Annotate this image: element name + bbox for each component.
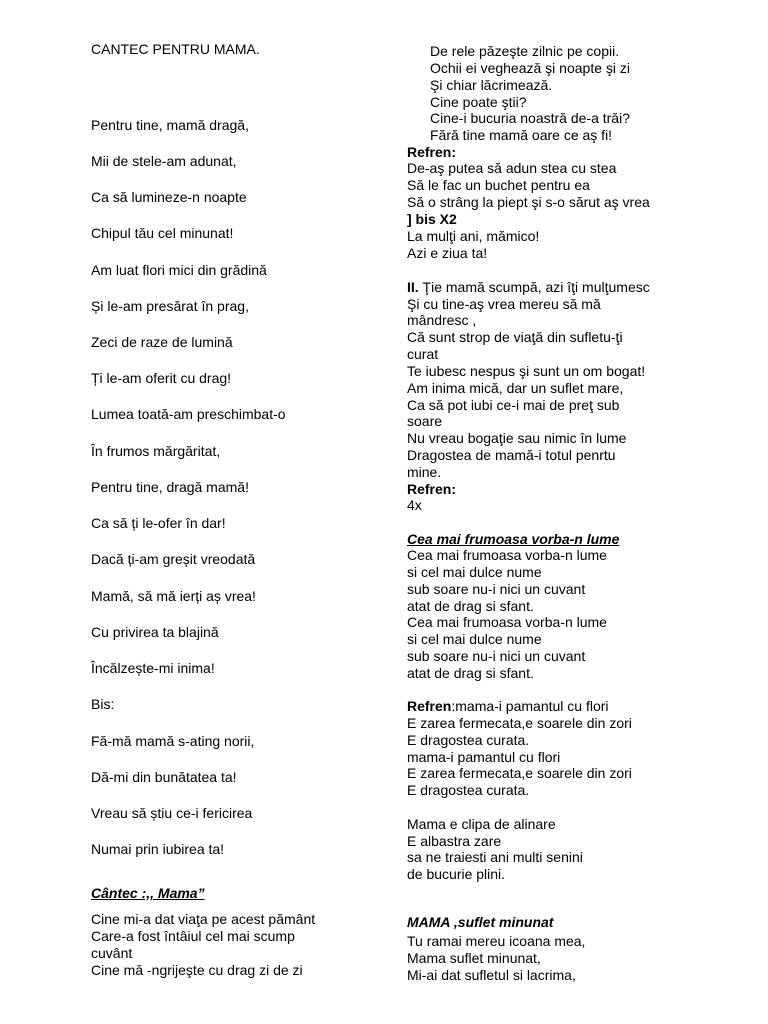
verse-line: Mama e clipa de alinare <box>407 816 556 832</box>
poem-line: Dacă ți-am greșit vreodată <box>91 551 256 567</box>
poem-line: Încălzește-mi inima! <box>91 660 215 676</box>
verse-line: Am inima mică, dar un suflet mare, <box>407 380 624 396</box>
verse-line: Ca să pot iubi ce-i mai de preţ sub <box>407 397 620 413</box>
poem-line: În frumos mărgăritat, <box>91 443 221 459</box>
refren-line: Să o strâng la piept şi s-o sărut aş vrea <box>407 194 650 210</box>
poem-title: CANTEC PENTRU MAMA. <box>91 41 260 57</box>
verse-line: Ţie mamă scumpă, azi îţi mulţumesc <box>418 279 650 295</box>
refren-line: Să le fac un buchet pentru ea <box>407 177 590 193</box>
poem-line: Lumea toată-am preschimbat-o <box>91 406 286 422</box>
refren-label: Refren <box>407 698 452 714</box>
verse2-marker: II. <box>407 279 419 295</box>
verse-line: Şi chiar lăcrimează. <box>430 77 553 93</box>
refren-line: mama-i pamantul cu flori <box>407 749 561 765</box>
verse-line: Ochii ei veghează şi noapte şi zi <box>430 60 630 76</box>
poem-line: Dă-mi din bunătatea ta! <box>91 769 237 785</box>
verse-line: La mulţi ani, mămico! <box>407 228 540 244</box>
poem-line: Mamă, să mă ierți aș vrea! <box>91 588 256 604</box>
song-line: si cel mai dulce nume <box>407 564 542 580</box>
refren-line: De-aş putea să adun stea cu stea <box>407 160 617 176</box>
poem-line: Mii de stele-am adunat, <box>91 153 237 169</box>
verse-line: Cine-i bucuria noastră de-a trăi? <box>430 110 630 126</box>
song-line: atat de drag si sfant. <box>407 598 534 614</box>
refren-times: 4x <box>407 497 422 513</box>
song-line: Tu ramai mereu icoana mea, <box>407 933 586 949</box>
verse2-first-line <box>407 279 650 296</box>
verse-line: sa ne traiesti ani multi senini <box>407 849 583 865</box>
verse-line: E albastra zare <box>407 833 502 849</box>
poem-line: Zeci de raze de lumină <box>91 334 233 350</box>
song-line: sub soare nu-i nici un cuvant <box>407 581 586 597</box>
verse-line: mine. <box>407 464 442 480</box>
poem-line: Bis: <box>91 696 115 712</box>
song-line: atat de drag si sfant. <box>407 665 534 681</box>
verse-line: curat <box>407 346 439 362</box>
refren-line: :mama-i pamantul cu flori <box>451 698 609 714</box>
song-title: Cea mai frumoasa vorba-n lume <box>407 531 620 547</box>
verse-line: soare <box>407 413 443 429</box>
poem-line: Ți le-am oferit cu drag! <box>91 370 232 386</box>
song-title: Cântec :,, Mama” <box>91 885 205 901</box>
song-line: cuvânt <box>91 945 133 961</box>
poem-line: Am luat flori mici din grădină <box>91 262 267 278</box>
verse-line: de bucurie plini. <box>407 866 506 882</box>
song-line: Care-a fost întâiul cel mai scump <box>91 928 295 944</box>
verse-line: Fără tine mamă oare ce aş fi! <box>430 127 613 143</box>
song-line: Cine mi-a dat viaţa pe acest pământ <box>91 911 316 927</box>
poem-line: Cu privirea ta blajină <box>91 624 219 640</box>
verse-line: Şi cu tine-aş vrea mereu să mă <box>407 296 601 312</box>
refren3-first-line <box>407 698 609 715</box>
poem-line: Și le-am presărat în prag, <box>91 298 249 314</box>
song-line: Cea mai frumoasa vorba-n lume <box>407 614 607 630</box>
refren-line: E zarea fermecata,e soarele din zori <box>407 765 632 781</box>
song-line: Cine mă -ngrijeşte cu drag zi de zi <box>91 962 303 978</box>
refren-line: E dragostea curata. <box>407 782 530 798</box>
poem-line: Chipul tău cel minunat! <box>91 225 234 241</box>
poem-line: Pentru tine, dragă mamă! <box>91 479 249 495</box>
song-line: Cea mai frumoasa vorba-n lume <box>407 547 607 563</box>
poem-line: Vreau să știu ce-i fericirea <box>91 805 253 821</box>
refren-label: Refren: <box>407 144 457 160</box>
song-line: si cel mai dulce nume <box>407 631 542 647</box>
refren-label: Refren: <box>407 481 457 497</box>
poem-line: Ca să lumineze-n noapte <box>91 189 247 205</box>
poem-line: Pentru tine, mamă dragă, <box>91 117 249 133</box>
song-line: sub soare nu-i nici un cuvant <box>407 648 586 664</box>
verse-line: Te iubesc nespus şi sunt un om bogat! <box>407 363 646 379</box>
song-title: MAMA ,suflet minunat <box>407 914 554 930</box>
bis-label: ] bis X2 <box>407 211 457 227</box>
verse-line: Dragostea de mamă-i totul penrtu <box>407 447 616 463</box>
poem-line: Numai prin iubirea ta! <box>91 841 225 857</box>
song-line: Mi-ai dat sufletul si lacrima, <box>407 967 576 983</box>
verse-line: Nu vreau bogaţie sau nimic în lume <box>407 430 627 446</box>
verse-line: Cine poate ştii? <box>430 94 527 110</box>
verse-line: De rele păzeşte zilnic pe copii. <box>430 43 620 59</box>
verse-line: Că sunt strop de viaţă din sufletu-ţi <box>407 329 623 345</box>
verse-line: Azi e ziua ta! <box>407 245 488 261</box>
refren-line: E dragostea curata. <box>407 732 530 748</box>
song-line: Mama suflet minunat, <box>407 950 541 966</box>
poem-line: Fă-mă mamă s-ating norii, <box>91 733 255 749</box>
poem-line: Ca să ți le-ofer în dar! <box>91 515 226 531</box>
verse-line: mândresc , <box>407 312 477 328</box>
refren-line: E zarea fermecata,e soarele din zori <box>407 715 632 731</box>
